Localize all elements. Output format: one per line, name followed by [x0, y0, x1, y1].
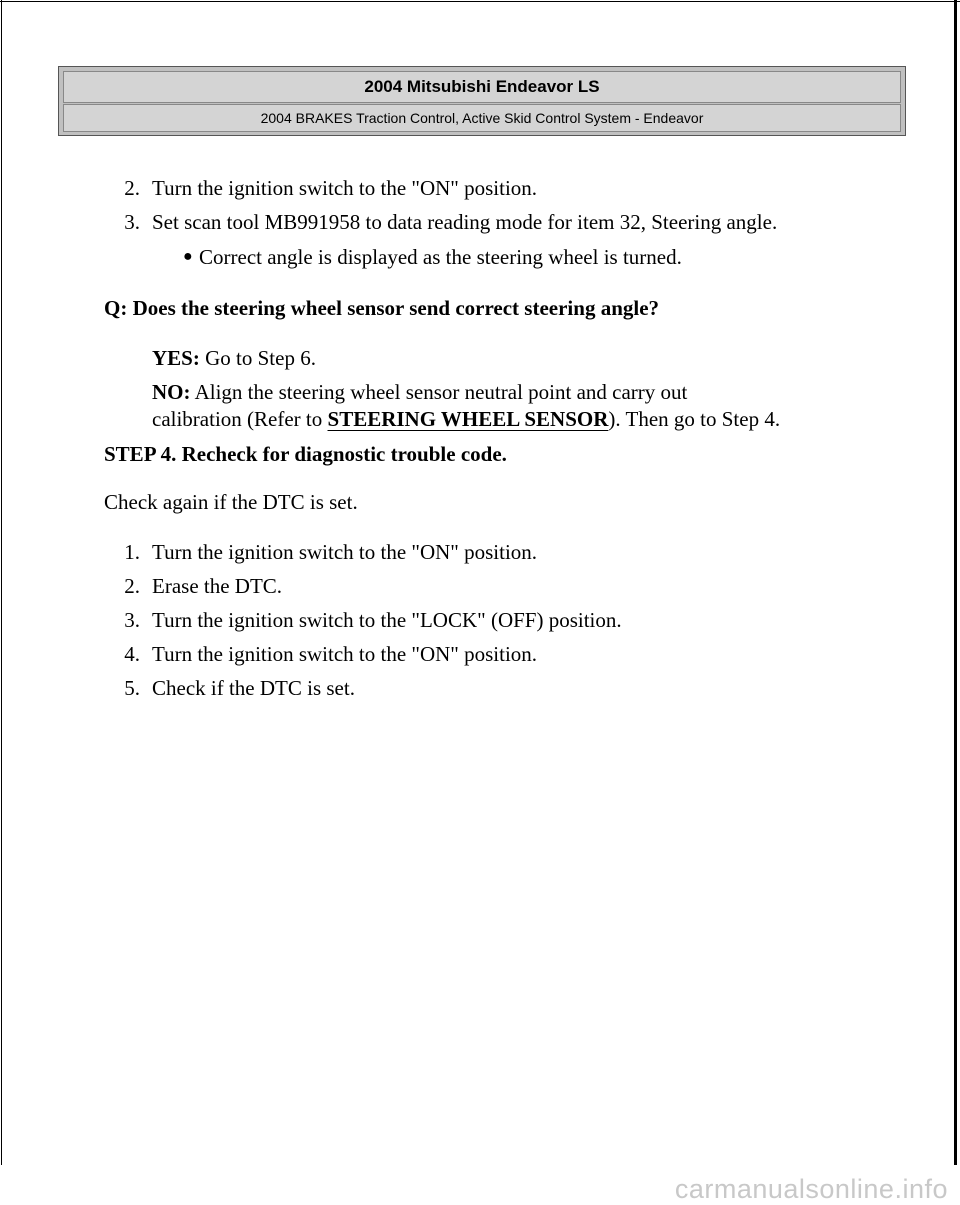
- bullet-icon: ●: [183, 248, 193, 265]
- no-text-line2-post: ). Then go to Step 4.: [608, 407, 781, 431]
- step-text: Set scan tool MB991958 to data reading mode for item 32, Steering angle.: [152, 210, 778, 234]
- no-text-line2-pre: calibration (Refer to: [152, 407, 328, 431]
- step-text: Check if the DTC is set.: [152, 676, 355, 700]
- yes-label: YES:: [152, 346, 200, 370]
- page-border-left: [1, 0, 2, 1165]
- step-text: Turn the ignition switch to the "ON" position.: [152, 540, 538, 564]
- step-number: 3.: [124, 210, 140, 234]
- yes-text: Go to Step 6.: [205, 346, 316, 370]
- step4-intro: Check again if the DTC is set.: [104, 490, 358, 514]
- step-number: 2.: [124, 176, 140, 200]
- site-watermark: carmanualsonline.info: [674, 1174, 948, 1204]
- step-text: Turn the ignition switch to the "ON" position.: [152, 176, 538, 200]
- no-label: NO:: [152, 380, 191, 404]
- step-number: 2.: [124, 574, 140, 598]
- header-subtitle: 2004 BRAKES Traction Control, Active Skid Control System - Endeavor: [63, 104, 901, 132]
- steering-wheel-sensor-link[interactable]: STEERING WHEEL SENSOR: [327, 407, 609, 431]
- step-number: 1.: [124, 540, 140, 564]
- step4-heading: STEP 4. Recheck for diagnostic trouble code.: [104, 442, 507, 466]
- step-text: Erase the DTC.: [152, 574, 283, 598]
- sub-bullet-text: Correct angle is displayed as the steering wheel is turned.: [199, 245, 682, 269]
- step-number: 3.: [124, 608, 140, 632]
- page-border-top: [0, 1, 960, 2]
- page-border-right: [954, 0, 957, 1165]
- document-header: [58, 66, 906, 136]
- step-text: Turn the ignition switch to the "ON" position.: [152, 642, 538, 666]
- question-heading: Q: Does the steering wheel sensor send correct steering angle?: [104, 296, 660, 320]
- no-text-line1: Align the steering wheel sensor neutral point and carry out: [194, 380, 688, 404]
- step-number: 4.: [124, 642, 140, 666]
- step-number: 5.: [124, 676, 140, 700]
- step-text: Turn the ignition switch to the "LOCK" (OFF) position.: [152, 608, 622, 632]
- header-title: 2004 Mitsubishi Endeavor LS: [63, 71, 901, 103]
